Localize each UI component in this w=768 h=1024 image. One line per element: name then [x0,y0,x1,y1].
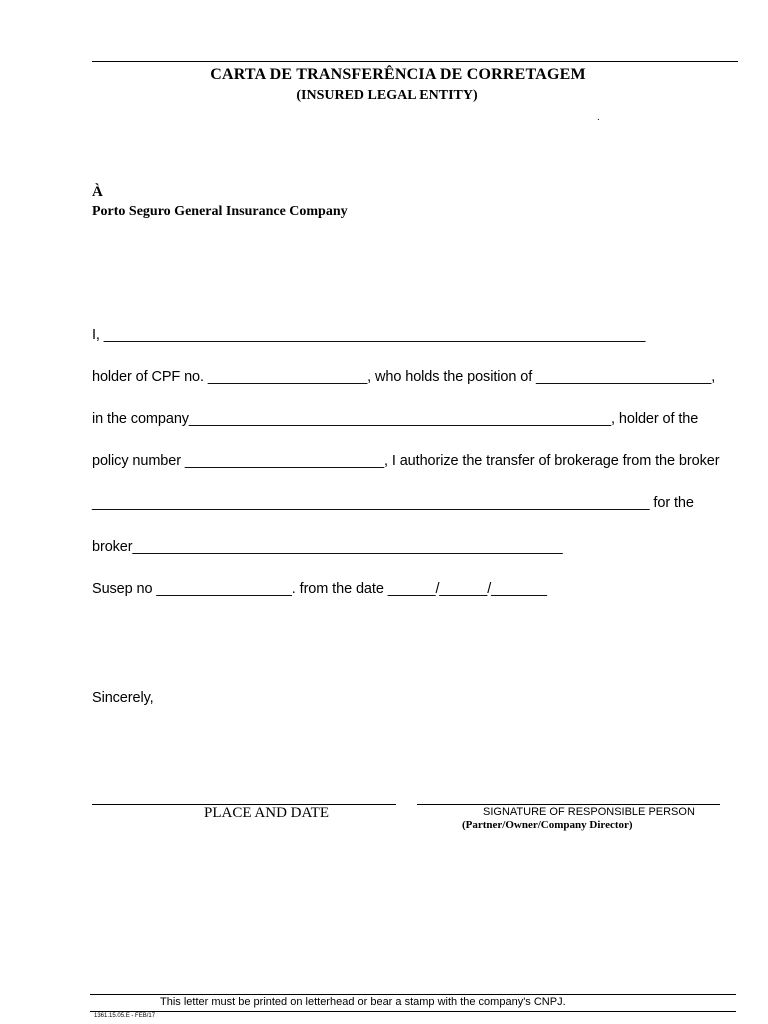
form-code: 1361.15.05.E - FEB/17 [94,1013,156,1019]
footer-note: This letter must be printed on letterhead or bear a stamp with the company's CNPJ. [160,996,566,1008]
top-rule [92,61,738,62]
body-line-company: in the company_____________________________________________________, holder of the [92,411,699,427]
body-line-susep: Susep no _________________. from the date ______/______/_______ [92,581,547,597]
document-subtitle: (INSURED LEGAL ENTITY) [296,88,478,103]
recipient-company: Porto Seguro General Insurance Company [92,204,348,219]
signature-sublabel: (Partner/Owner/Company Director) [462,819,633,831]
closing-text: Sincerely, [92,690,154,706]
signature-line [417,804,720,805]
recipient-salutation: À [92,184,103,200]
signature-label: SIGNATURE OF RESPONSIBLE PERSON [483,806,695,818]
body-line-cpf: holder of CPF no. ____________________, who holds the position of ______________________, [92,369,716,385]
place-date-label: PLACE AND DATE [204,805,330,821]
footer-rule-bottom [90,1011,736,1012]
body-line-to-broker: broker______________________________________________________ [92,539,563,555]
stray-dot: . [597,112,600,123]
body-line-name: I, ____________________________________________________________________ [92,327,646,343]
footer-rule-top [90,994,736,995]
document-title: CARTA DE TRANSFERÊNCIA DE CORRETAGEM [210,66,586,83]
body-line-policy: policy number _________________________, I authorize the transfer of brokerage from the broker [92,453,720,469]
body-line-from-broker: ______________________________________________________________________ for the [92,495,694,511]
